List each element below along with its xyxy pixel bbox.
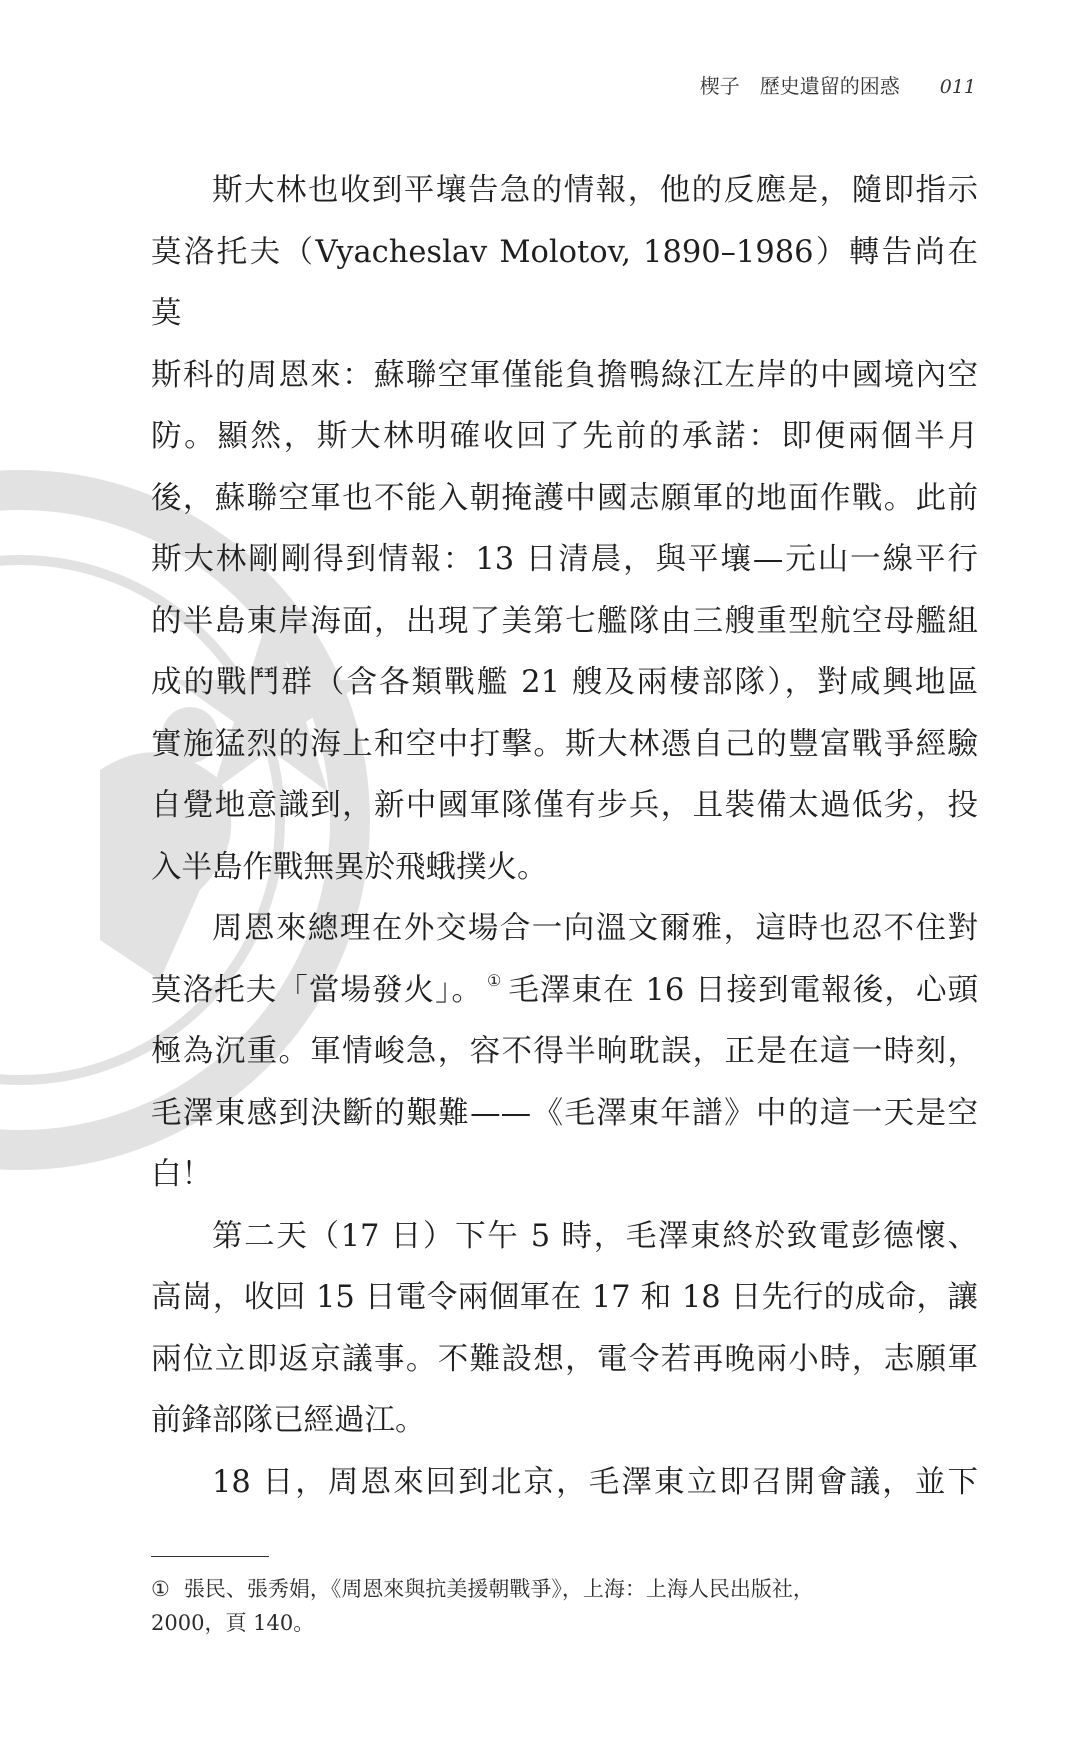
paragraph-line: 18 日，周恩來回到北京，毛澤東立即召開會議，並下 xyxy=(212,1464,978,1500)
header-section: 楔子 xyxy=(699,74,740,98)
paragraph-line: 防。顯然，斯大林明確收回了先前的承諾：即便兩個半月 xyxy=(151,419,978,454)
paragraph-line: 自覺地意識到，新中國軍隊僅有步兵，且裝備太過低劣，投 xyxy=(151,788,978,823)
paragraph-line: 斯科的周恩來：蘇聯空軍僅能負擔鴨綠江左岸的中國境內空 xyxy=(151,357,978,393)
page-number: 011 xyxy=(939,76,976,98)
footnote-divider xyxy=(151,1556,269,1557)
header-chapter-title: 歷史遺留的困惑 xyxy=(759,74,900,98)
footnote-reference[interactable]: ① xyxy=(486,970,503,990)
footnote-text: 張民、張秀娟，《周恩來與抗美援朝戰爭》，上海：上海人民出版社， xyxy=(183,1577,814,1601)
paragraph-line: 第二天（17 日）下午 5 時，毛澤東終於致電彭德懷、 xyxy=(212,1218,978,1254)
paragraph-line: 斯大林剛剛得到情報：13 日清晨，與平壤—元山一線平行 xyxy=(151,542,978,577)
paragraph-line: 白！ xyxy=(151,1157,212,1192)
paragraph-line: 成的戰鬥群（含各類戰艦 21 艘及兩棲部隊），對咸興地區 xyxy=(151,665,978,700)
paragraph-line: 入半島作戰無異於飛蛾撲火。 xyxy=(151,849,548,885)
footnote-number: ① xyxy=(151,1577,170,1601)
paragraph-line: 後，蘇聯空軍也不能入朝掩護中國志願軍的地面作戰。此前 xyxy=(151,480,978,516)
paragraph-line: 毛澤東感到決斷的艱難——《毛澤東年譜》中的這一天是空 xyxy=(151,1095,978,1131)
footnote-line xyxy=(151,1572,978,1606)
paragraph-line: 莫洛托夫（Vyacheslav Molotov, 1890–1986）轉告尚在莫 xyxy=(151,234,978,331)
paragraph-line: 極為沉重。軍情峻急，容不得半晌耽誤，正是在這一時刻， xyxy=(151,1034,978,1069)
paragraph-line: 周恩來總理在外交場合一向溫文爾雅，這時也忍不住對 xyxy=(212,911,978,946)
paragraph-line: 實施猛烈的海上和空中打擊。斯大林憑自己的豐富戰爭經驗 xyxy=(151,726,978,762)
footnote-line: 2000，頁 140。 xyxy=(151,1611,315,1635)
paragraph-line: 兩位立即返京議事。不難設想，電令若再晚兩小時，志願軍 xyxy=(151,1341,978,1377)
running-header xyxy=(700,70,976,99)
body-text xyxy=(151,160,978,1513)
paragraph-line: 的半島東岸海面，出現了美第七艦隊由三艘重型航空母艦組 xyxy=(151,603,978,639)
footnote xyxy=(151,1572,978,1640)
paragraph-text: 毛澤東在 16 日接到電報後，心頭 xyxy=(508,972,979,1008)
paragraph-line: 斯大林也收到平壤告急的情報，他的反應是，隨即指示 xyxy=(212,173,978,208)
paragraph-line xyxy=(151,960,978,1022)
paragraph-text: 莫洛托夫「當場發火」。 xyxy=(151,972,483,1008)
paragraph-line: 高崗，收回 15 日電令兩個軍在 17 和 18 日先行的成命，讓 xyxy=(151,1280,978,1315)
paragraph-line: 前鋒部隊已經過江。 xyxy=(151,1403,426,1438)
